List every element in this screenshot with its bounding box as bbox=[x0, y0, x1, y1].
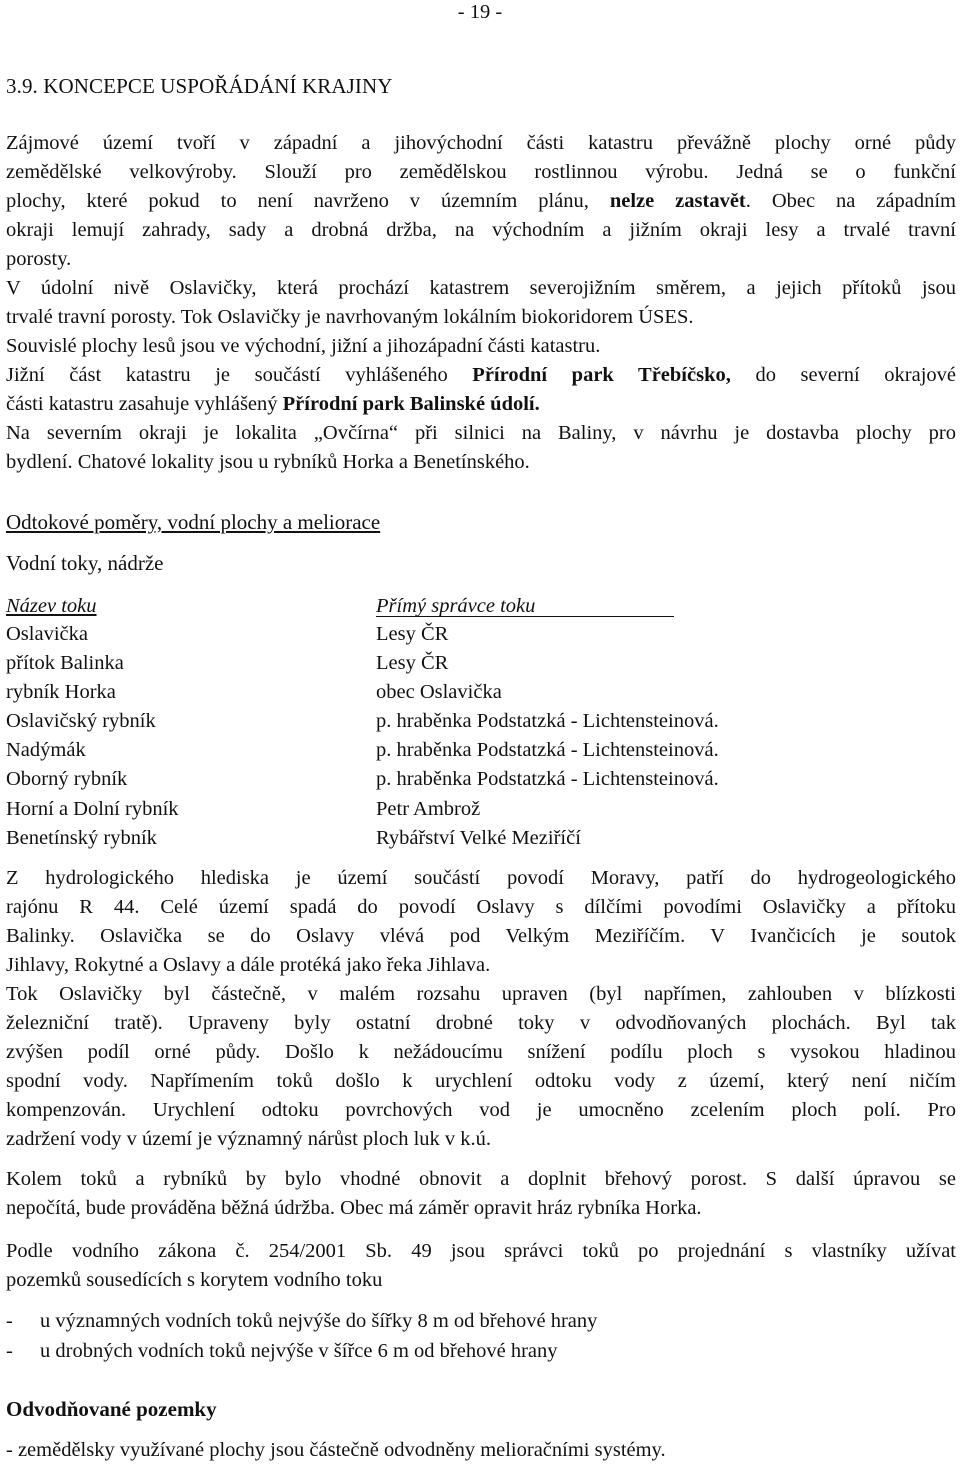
floodplain-line-3: Souvislé plochy lesů jsou ve východní, jižní a jihozápadní části katastru. bbox=[6, 335, 601, 357]
hydrology-line-1: Z hydrologického hlediska je území součástí povodí Moravy, patří do hydrogeologického bbox=[6, 867, 956, 889]
riparian-paragraph bbox=[6, 1165, 956, 1223]
nature-park-line-1: Jižní část katastru je součástí vyhlášeného Přírodní park Třebíčsko, do severní okrajové bbox=[6, 364, 957, 386]
bullet-dash: - bbox=[6, 1340, 13, 1362]
table-row: p. hraběnka Podstatzká - Lichtensteinová. bbox=[376, 768, 719, 791]
floodplain-paragraph bbox=[6, 274, 956, 361]
nature-park-line-2: části katastru zasahuje vyhlášený Přírodní park Balinské údolí. bbox=[6, 393, 540, 415]
watercourse-names bbox=[6, 620, 179, 853]
page-number: - 19 - bbox=[457, 1, 503, 23]
table-row: rybník Horka bbox=[6, 681, 116, 704]
hydrology-line-4: Jihlavy, Rokytné a Oslavy a dále protéká jako řeka Jihlava. bbox=[6, 954, 491, 976]
intro-line-4: okraji lemují zahrady, sady a drobná držba, na východním a jižním okraji lesy a trvalé travní bbox=[6, 219, 956, 241]
intro-line-2: zemědělské velkovýroby. Slouží pro zemědělskou rostlinnou výrobu. Jedná se o funkční bbox=[6, 161, 956, 183]
table-row: p. hraběnka Podstatzká - Lichtensteinová. bbox=[376, 710, 719, 733]
water-act-line-2: pozemků sousedících s korytem vodního toku bbox=[6, 1269, 383, 1291]
regulation-line-6: zadržení vody v území je významný nárůst ploch luk v k.ú. bbox=[6, 1128, 492, 1150]
column-header-nazev-toku: Název toku bbox=[6, 595, 97, 617]
final-line: - zemědělsky využívané plochy jsou částečně odvodněny melioračními systémy. bbox=[6, 1439, 666, 1461]
table-row: Nadýmák bbox=[6, 739, 86, 762]
intro-line-5: porosty. bbox=[6, 248, 72, 270]
intro-line-1: Zájmové území tvoří v západní a jihovýchodní části katastru převážně plochy orné půdy bbox=[6, 132, 956, 154]
table-row: Benetínský rybník bbox=[6, 826, 157, 849]
table-row: p. hraběnka Podstatzká - Lichtensteinová. bbox=[376, 739, 719, 762]
table-row: Horní a Dolní rybník bbox=[6, 797, 179, 820]
emphasis-nelze-zastavet: nelze zastavět bbox=[609, 190, 746, 212]
hydrology-paragraph bbox=[6, 864, 956, 980]
table-row: Oborný rybník bbox=[6, 768, 128, 791]
water-act-paragraph bbox=[6, 1237, 956, 1295]
floodplain-line-1: V údolní nivě Oslavičky, která prochází katastrem severojižním směrem, a jejich přítoků jsou bbox=[6, 277, 956, 299]
hydrology-line-2: rajónu R 44. Celé území spadá do povodí Oslavy s dílčími povodími Oslavičky a přítoku bbox=[6, 896, 956, 918]
intro-line-3: plochy, které pokud to není navrženo v územním plánu, nelze zastavět. Obec na západním bbox=[6, 190, 956, 212]
intro-paragraph bbox=[6, 129, 956, 274]
watercourse-administrators bbox=[376, 620, 719, 853]
regulation-line-3: zvýšen podíl orné půdy. Došlo k nežádoucímu snížení podílu ploch s vysokou hladinou bbox=[6, 1041, 956, 1063]
section-title: 3.9. KONCEPCE USPOŘÁDÁNÍ KRAJINY bbox=[6, 74, 393, 98]
regulation-paragraph bbox=[6, 980, 956, 1154]
column-header-spravce-toku: Přímý správce toku bbox=[376, 592, 674, 617]
heading-odvodnovane-pozemky: Odvodňované pozemky bbox=[6, 1397, 217, 1421]
water-act-line-1: Podle vodního zákona č. 254/2001 Sb. 49 jsou správci toků po projednání s vlastníky užívat bbox=[6, 1240, 956, 1262]
floodplain-line-2: trvalé travní porosty. Tok Oslavičky je navrhovaným lokálním biokoridorem ÚSES. bbox=[6, 306, 694, 328]
regulation-line-5: kompenzován. Urychlení odtoku povrchových vod je umocněno zcelením ploch polí. Pro bbox=[6, 1099, 956, 1121]
regulation-line-2: železniční tratě). Upraveny byly ostatní drobné toky v odvodňovaných plochách. Byl tak bbox=[6, 1012, 956, 1034]
heading-odtokove-pomery: Odtokové poměry, vodní plochy a meliorace bbox=[6, 510, 381, 534]
park-trebicsko: Přírodní park Třebíčsko, bbox=[472, 364, 731, 386]
bullet-dash: - bbox=[6, 1310, 13, 1332]
ovcirna-paragraph bbox=[6, 419, 956, 477]
park-balinske-udoli: Přírodní park Balinské údolí. bbox=[282, 393, 540, 415]
table-row: přítok Balinka bbox=[6, 652, 124, 675]
ovcirna-line-2: bydlení. Chatové lokality jsou u rybníků Horka a Benetínského. bbox=[6, 451, 530, 473]
list-item: - u významných vodních toků nejvýše do šířky 8 m od břehové hrany bbox=[6, 1307, 597, 1336]
list-item: - u drobných vodních toků nejvýše v šířce 6 m od břehové hrany bbox=[6, 1337, 558, 1366]
table-row: Lesy ČR bbox=[376, 623, 449, 645]
riparian-line-2: nepočítá, bude prováděna běžná údržba. Obec má záměr opravit hráz rybníka Horka. bbox=[6, 1197, 702, 1219]
regulation-line-4: spodní vody. Napřímením toků došlo k urychlení odtoku vody z území, který není ničím bbox=[6, 1070, 956, 1092]
table-row: Oslavička bbox=[6, 623, 88, 645]
heading-vodni-toky: Vodní toky, nádrže bbox=[6, 551, 164, 575]
table-row: Lesy ČR bbox=[376, 652, 449, 675]
hydrology-line-3: Balinky. Oslavička se do Oslavy vlévá pod Velkým Meziříčím. V Ivančicích je soutok bbox=[6, 925, 956, 947]
table-row: Petr Ambrož bbox=[376, 797, 481, 820]
nature-park-paragraph bbox=[6, 361, 956, 419]
riparian-line-1: Kolem toků a rybníků by bylo vhodné obnovit a doplnit břehový porost. S další úpravou se bbox=[6, 1168, 956, 1190]
regulation-line-1: Tok Oslavičky byl částečně, v malém rozsahu upraven (byl napřímen, zahlouben v blízkosti bbox=[6, 983, 956, 1005]
table-row: obec Oslavička bbox=[376, 681, 502, 704]
ovcirna-line-1: Na severním okraji je lokalita „Ovčírna“ při silnici na Baliny, v návrhu je dostavba plochy pro bbox=[6, 422, 956, 444]
table-row: Rybářství Velké Meziříčí bbox=[376, 826, 581, 849]
table-row: Oslavičský rybník bbox=[6, 710, 156, 733]
